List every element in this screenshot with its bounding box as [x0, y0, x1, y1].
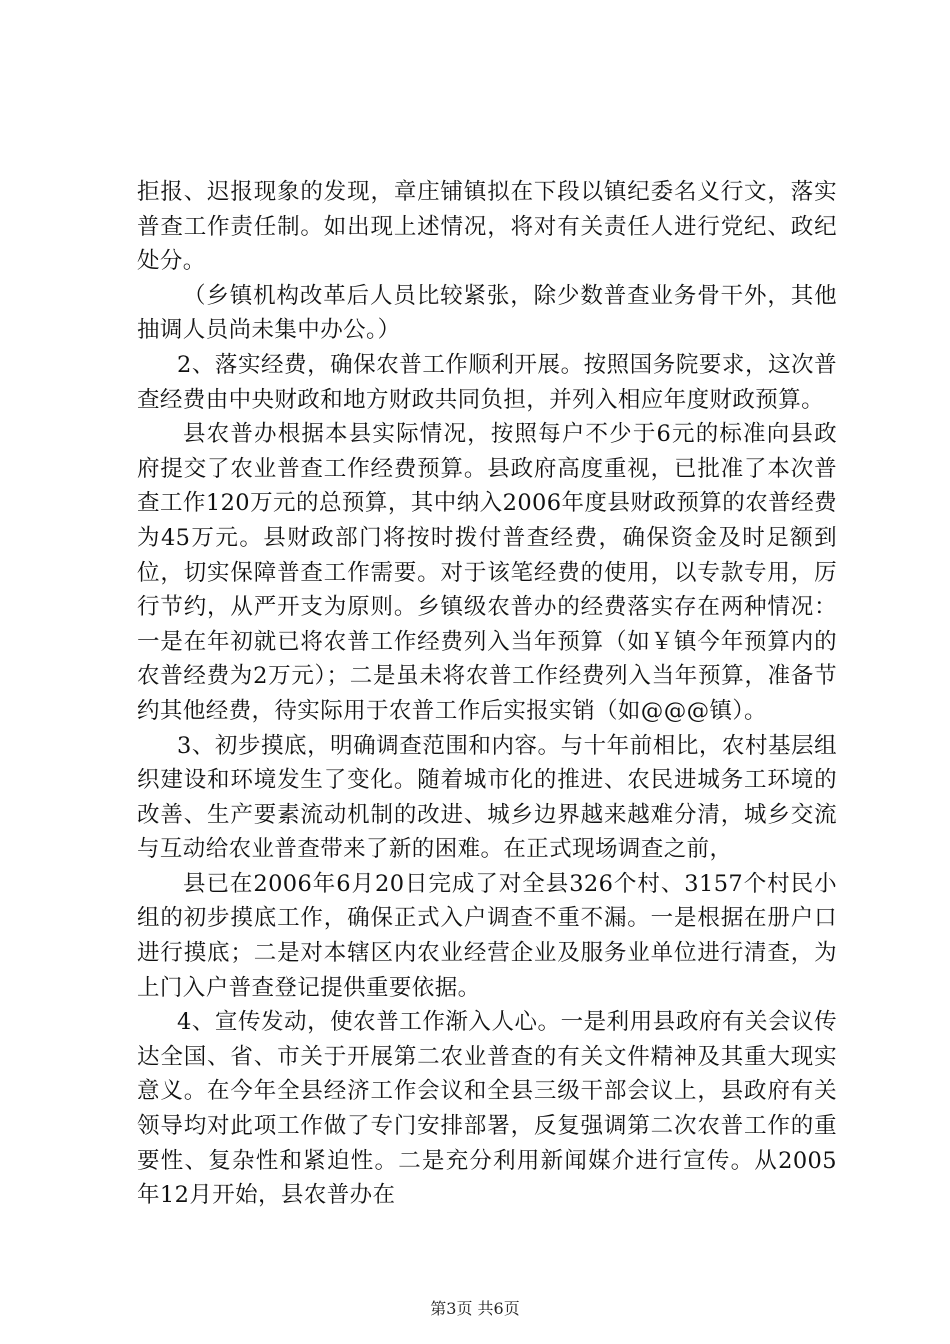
- paragraph-6: 县已在2006年6月20日完成了对全县326个村、3157个村民小组的初步摸底工作，确保正式入户调查不重不漏。一是根据在册户口进行摸底；二是对本辖区内农业经营企业及服务业单位进行清查，为上门入户普查登记提供重要依据。: [137, 870, 837, 1001]
- page-footer: [0, 1299, 950, 1319]
- paragraph-2: （乡镇机构改革后人员比较紧张，除少数普查业务骨干外，其他抽调人员尚未集中办公。）: [137, 282, 837, 344]
- paragraph-4: 县农普办根据本县实际情况，按照每户不少于6元的标准向县政府提交了农业普查工作经费预算。县政府高度重视，已批准了本次普查工作120万元的总预算，其中纳入2006年度县财政预算的农普经费为45万元。县财政部门将按时拨付普查经费，确保资金及时足额到位，切实保障普查工作需要。对于该笔经费的使用，以专款专用，厉行节约，从严开支为原则。乡镇级农普办的经费落实存在两种情况：一是在年初就已将农普工作经费列入当年预算（如￥镇今年预算内的农普经费为2万元）；二是虽未将农普工作经费列入当年预算，准备节约其他经费，待实际用于农普工作后实报实销（如@@@镇）。: [137, 421, 837, 724]
- document-body: [137, 175, 837, 1213]
- paragraph-5: 3、初步摸底，明确调查范围和内容。与十年前相比，农村基层组织建设和环境发生了变化。随着城市化的推进、农民进城务工环境的改善、生产要素流动机制的改进、城乡边界越来越难分清，城乡交流与互动给农业普查带来了新的困难。在正式现场调查之前，: [137, 732, 837, 863]
- paragraph-3: 2、落实经费，确保农普工作顺利开展。按照国务院要求，这次普查经费由中央财政和地方财政共同负担，并列入相应年度财政预算。: [137, 351, 837, 413]
- page-number-label: 第3页 共6页: [430, 1299, 520, 1318]
- paragraph-1: 拒报、迟报现象的发现，章庄铺镇拟在下段以镇纪委名义行文，落实普查工作责任制。如出现上述情况，将对有关责任人进行党纪、政纪处分。: [137, 179, 837, 275]
- paragraph-7: 4、宣传发动，使农普工作渐入人心。一是利用县政府有关会议传达全国、省、市关于开展第二农业普查的有关文件精神及其重大现实意义。在今年全县经济工作会议和全县三级干部会议上，县政府有关领导均对此项工作做了专门安排部署，反复强调第二次农普工作的重要性、复杂性和紧迫性。二是充分利用新闻媒介进行宣传。从2005年12月开始，县农普办在: [137, 1009, 837, 1209]
